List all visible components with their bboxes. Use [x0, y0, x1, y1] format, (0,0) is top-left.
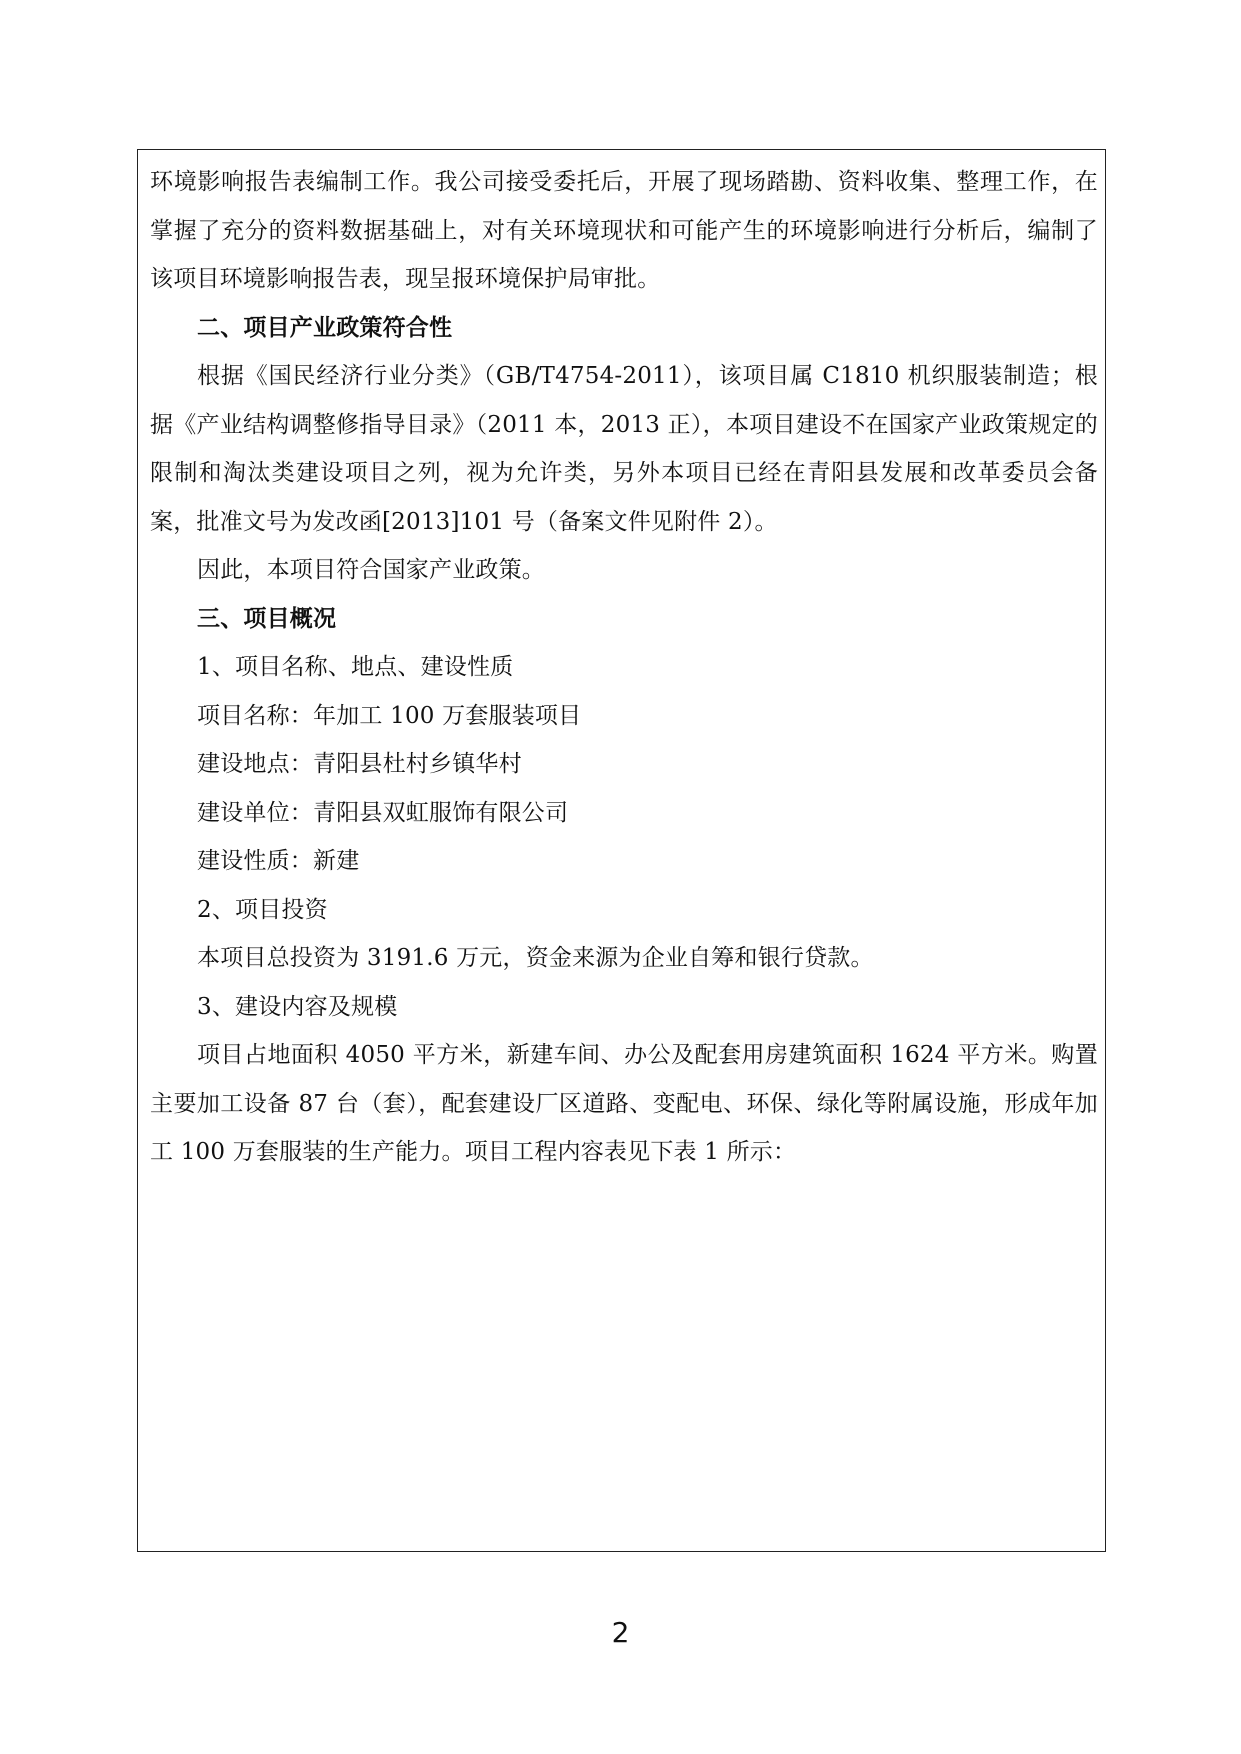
paragraph-intro: 环境影响报告表编制工作。我公司接受委托后，开展了现场踏勘、资料收集、整理工作，在掌握了充分的资料数据基础上，对有关环境现状和可能产生的环境影响进行分析后，编制了该项目环境影响报告表，现呈报环境保护局审批。 — [150, 169, 1098, 292]
page-number: 2 — [611, 1616, 630, 1649]
document-body — [150, 158, 1098, 1177]
subheading-investment: 2、项目投资 — [197, 896, 328, 923]
field-project-name: 项目名称：年加工 100 万套服装项目 — [197, 702, 582, 729]
paragraph-policy-conclusion: 因此，本项目符合国家产业政策。 — [197, 557, 545, 583]
field-construction-site: 建设地点：青阳县杜村乡镇华村 — [197, 751, 522, 777]
document-frame — [137, 149, 1106, 1552]
heading-project-overview: 三、项目概况 — [197, 605, 337, 632]
subheading-name-location-nature: 1、项目名称、地点、建设性质 — [197, 654, 514, 680]
field-construction-unit: 建设单位：青阳县双虹服饰有限公司 — [197, 799, 569, 826]
field-construction-nature: 建设性质：新建 — [197, 848, 360, 874]
subheading-construction-scale: 3、建设内容及规模 — [197, 993, 398, 1020]
heading-industrial-policy: 二、项目产业政策符合性 — [197, 314, 453, 341]
paragraph-investment: 本项目总投资为 3191.6 万元，资金来源为企业自筹和银行贷款。 — [197, 945, 874, 971]
paragraph-construction-scale: 项目占地面积 4050 平方米，新建车间、办公及配套用房建筑面积 1624 平方米。购置主要加工设备 87 台（套），配套建设厂区道路、变配电、环保、绿化等附属设施，形成年加工 100 万套服装的生产能力。项目工程内容表见下表 1 所示： — [150, 1042, 1098, 1165]
paragraph-policy-basis: 根据《国民经济行业分类》（GB/T4754-2011），该项目属 C1810 机织服装制造；根据《产业结构调整修指导目录》（2011 本，2013 正），本项目建设不在国家产业政策规定的限制和淘汰类建设项目之列，视为允许类，另外本项目已经在青阳县发展和改革委员会备案，批准文号为发改函[2013]101 号（备案文件见附件 2）。 — [150, 363, 1098, 535]
